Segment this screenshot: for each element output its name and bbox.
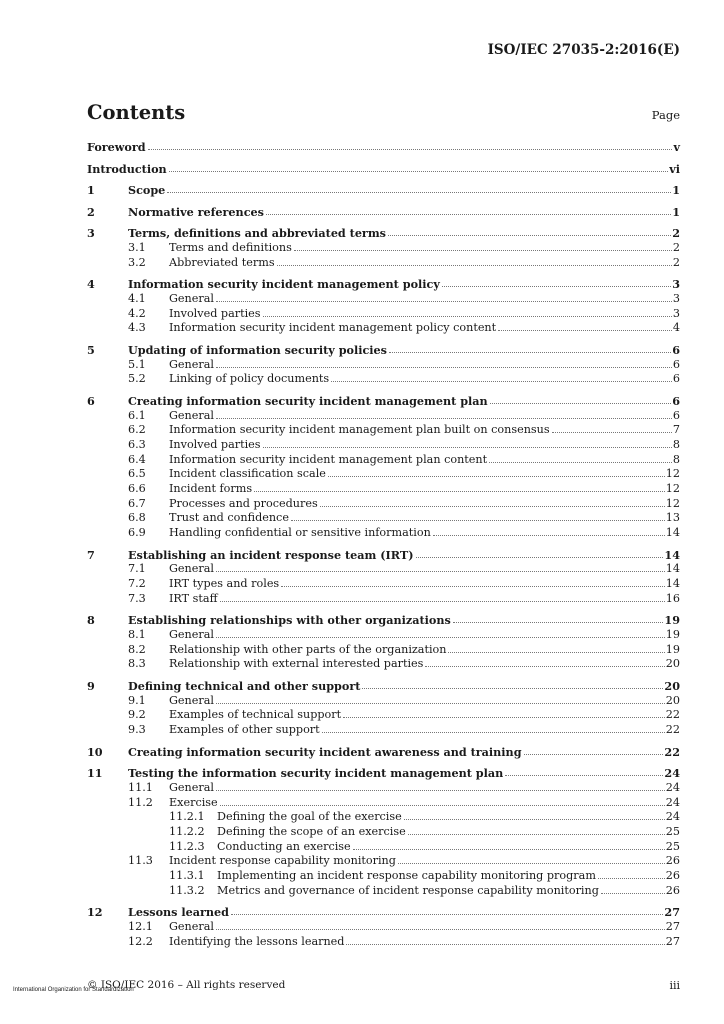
toc-entry-page: 8 [672,452,680,466]
toc-entry-number: 6.9 [128,526,146,540]
dot-leader [220,592,665,602]
toc-entry[interactable] [87,497,680,512]
dot-leader [216,562,665,572]
toc-entry[interactable] [87,657,680,672]
toc-entry[interactable] [87,825,680,840]
toc-entry-page: 24 [665,780,680,794]
toc-entry-title: Relationship with other parts of the organization [169,642,447,656]
dot-leader [489,453,672,463]
toc-entry-number: 11.3.2 [169,883,205,897]
toc-entry-page: 2 [672,226,680,241]
toc-entry-number: 12 [87,905,103,920]
toc-entry-number: 11.2 [128,795,153,809]
toc-entry-page: 25 [665,824,680,838]
toc-entry-title: Involved parties [169,306,261,320]
toc-entry[interactable] [87,694,680,709]
toc-entry-number: 6.1 [128,408,146,422]
toc-entry-page: 27 [665,934,680,948]
dot-leader [524,745,664,755]
toc-entry[interactable] [87,884,680,899]
toc-entry-page: 2 [672,255,680,269]
toc-entry[interactable] [87,226,680,241]
toc-entry-page: 6 [672,357,680,371]
dot-leader [216,920,665,930]
toc-entry-page: 24 [665,795,680,809]
toc-entry-page: 19 [665,627,680,641]
toc-entry-page: 26 [665,854,680,868]
toc-entry-page: 14 [664,547,680,562]
toc-entry-page: 16 [665,591,680,605]
dot-leader [408,825,665,835]
toc-entry[interactable] [87,321,680,336]
toc-entry-number: 6.4 [128,452,146,466]
dot-leader [216,628,665,638]
toc-entry-title: Creating information security incident awareness and training [128,744,522,759]
toc-entry-title: Terms and definitions [169,241,292,254]
toc-entry-page: 24 [664,766,680,781]
toc-entry-number: 1 [87,183,95,198]
dot-leader [598,869,665,879]
dot-leader [322,723,665,733]
dot-leader [433,526,665,536]
dot-leader [601,884,665,894]
dot-leader [346,935,664,945]
dot-leader [263,307,672,317]
toc-entry[interactable] [87,628,680,643]
dot-leader [404,810,665,820]
toc-entry-number: 12.1 [128,919,153,933]
toc-entry-number: 4.1 [128,291,146,305]
dot-leader [328,467,665,477]
toc-entry[interactable] [87,766,680,781]
toc-entry-page: vi [669,161,680,176]
dot-leader [353,840,665,850]
dot-leader [442,277,671,287]
dot-leader [448,643,664,653]
toc-entry[interactable] [87,869,680,884]
dot-leader [425,657,664,667]
toc-entry[interactable] [87,548,680,563]
toc-entry-number: 4 [87,277,95,292]
toc-entry-title: Information security incident management policy [128,277,440,292]
toc-entry-page: 20 [665,693,680,707]
dot-leader [388,226,671,236]
toc-entry-title: Processes and procedures [169,496,318,510]
toc-entry-number: 6.7 [128,496,146,510]
dot-leader [389,343,671,353]
toc-entry-title: Updating of information security policies [128,342,387,357]
dot-leader [277,256,672,266]
toc-entry[interactable] [87,358,680,373]
toc-entry-title: General [169,357,214,371]
toc-entry-number: 3.1 [128,241,146,254]
toc-entry-page: 4 [672,321,680,335]
toc-entry-title: Relationship with external interested parties [169,657,424,671]
toc-entry[interactable] [87,905,680,920]
toc-entry-page: v [673,140,680,154]
toc-entry-page: 14 [665,562,680,576]
toc-entry[interactable] [87,810,680,825]
toc-entry-page: 20 [665,657,680,671]
toc-entry[interactable] [87,482,680,497]
toc-entry-title: Handling confidential or sensitive information [169,526,431,540]
toc-entry-title: Introduction [87,161,167,176]
toc-entry-title: Incident forms [169,481,253,495]
toc-entry[interactable] [87,140,680,155]
dot-leader [416,548,664,558]
toc-entry[interactable] [87,307,680,322]
toc-entry-page: 1 [672,183,680,198]
dot-leader [216,358,672,368]
toc-entry-title: Information security incident management plan content [169,452,488,466]
toc-entry-title: General [169,780,214,794]
toc-entry-page: 24 [665,810,680,824]
toc-entry[interactable] [87,423,680,438]
toc-entry-title: Establishing an incident response team (IRT) [128,547,414,562]
toc-entry-number: 11.3.1 [169,868,205,882]
toc-entry-page: 26 [665,868,680,882]
toc-entry-title: Defining the scope of an exercise [217,824,406,838]
toc-entry-number: 6.3 [128,437,146,451]
toc-entry-number: 11.2.3 [169,839,205,853]
page-column-label: Page [651,108,680,122]
toc-entry[interactable] [87,277,680,292]
toc-entry-title: Testing the information security incident management plan [128,766,504,781]
toc-entry[interactable] [87,723,680,738]
toc-entry-title: Involved parties [169,437,261,451]
toc-entry-page: 19 [665,642,680,656]
toc-entry-number: 5 [87,342,95,357]
dot-leader [343,708,665,718]
toc-entry-title: Foreword [87,140,146,154]
toc-entry[interactable] [87,256,680,271]
dot-leader [216,409,672,419]
toc-entry-number: 11.2.1 [169,810,205,824]
toc-entry[interactable] [87,511,680,526]
dot-leader [320,497,665,507]
toc-entry-page: 6 [672,408,680,422]
dot-leader [254,482,665,492]
toc-entry-number: 11.1 [128,780,153,794]
toc-entry-title: Examples of other support [169,722,320,736]
dot-leader [498,321,672,331]
toc-entry[interactable] [87,796,680,811]
toc-entry-title: IRT types and roles [169,577,280,590]
toc-entry[interactable] [87,162,680,177]
toc-entry-title: Scope [128,183,166,198]
toc-entry-title: Creating information security incident management plan [128,393,488,408]
toc-entry[interactable] [87,183,680,198]
toc-entry-number: 7.1 [128,562,146,576]
toc-entry[interactable] [87,592,680,607]
page-title: Contents [87,101,186,124]
toc-entry-title: Linking of policy documents [169,372,330,386]
toc-entry-title: Trust and confidence [169,511,289,525]
toc-entry[interactable] [87,438,680,453]
toc-entry-number: 7.2 [128,577,146,590]
toc-entry-number: 5.1 [128,357,146,371]
toc-entry-title: General [169,562,214,576]
toc-entry-page: 27 [665,919,680,933]
dot-leader [362,679,663,689]
toc-entry-title: Lessons learned [128,905,229,920]
toc-entry-page: 25 [665,839,680,853]
toc-entry[interactable] [87,708,680,723]
toc-entry-title: Defining technical and other support [128,678,361,693]
toc-entry-number: 6.6 [128,481,146,495]
toc-entry[interactable] [87,241,680,256]
dot-leader [216,781,665,791]
dot-leader [281,577,665,587]
toc-entry[interactable] [87,781,680,796]
toc-entry-page: 8 [672,437,680,451]
toc-entry-number: 3 [87,226,95,241]
dot-leader [169,162,669,172]
organization-stamp: International Organization for Standardization [13,987,134,993]
toc-entry-page: 12 [665,496,680,510]
toc-entry-page: 2 [672,241,680,254]
dot-leader [231,905,663,915]
toc-entry-number: 8 [87,613,95,628]
toc-entry-title: General [169,919,214,933]
toc-entry-page: 7 [672,423,680,437]
dot-leader [331,372,672,382]
toc-entry-number: 2 [87,204,95,219]
document-id: ISO/IEC 27035-2:2016(E) [487,42,680,58]
toc-entry-page: 12 [665,467,680,481]
dot-leader [505,766,663,776]
toc-entry-page: 19 [664,613,680,628]
toc-entry-page: 3 [672,291,680,305]
toc-entry-title: Information security incident management plan built on consensus [169,423,550,437]
copyright-notice: © ISO/IEC 2016 – All rights reserved [87,979,286,991]
toc-entry[interactable] [87,840,680,855]
toc-entry-number: 6.5 [128,467,146,481]
toc-entry-page: 22 [665,708,680,722]
toc-entry-number: 9.2 [128,708,146,722]
toc-entry-title: General [169,627,214,641]
toc-entry[interactable] [87,394,680,409]
toc-entry-page: 1 [672,204,680,219]
toc-entry-number: 4.2 [128,306,146,320]
toc-entry-title: Implementing an incident response capability monitoring program [217,868,596,882]
toc-entry-title: General [169,693,214,707]
table-of-contents [87,140,680,949]
toc-entry-page: 22 [665,722,680,736]
dot-leader [216,292,672,302]
toc-entry[interactable] [87,745,680,760]
toc-entry[interactable] [87,343,680,358]
toc-entry[interactable] [87,409,680,424]
toc-entry-number: 11.2.2 [169,824,205,838]
toc-entry-number: 6 [87,393,95,408]
dot-leader [216,694,665,704]
toc-entry-title: Establishing relationships with other organizations [128,613,451,628]
dot-leader [291,511,665,521]
toc-entry-title: Identifying the lessons learned [169,934,345,948]
toc-entry-title: Metrics and governance of incident response capability monitoring [217,883,599,897]
toc-entry-title: Conducting an exercise [217,839,351,853]
dot-leader [490,394,672,404]
dot-leader [167,183,671,193]
toc-entry-number: 9.3 [128,722,146,736]
dot-leader [266,205,671,215]
toc-entry[interactable] [87,467,680,482]
dot-leader [220,796,665,806]
toc-entry[interactable] [87,679,680,694]
toc-entry-number: 7 [87,547,95,562]
toc-entry-title: Normative references [128,204,264,219]
dot-leader [294,241,672,251]
toc-entry[interactable] [87,205,680,220]
dot-leader [552,423,672,433]
toc-entry-page: 14 [665,577,680,590]
toc-entry-page: 3 [672,306,680,320]
toc-entry-number: 8.3 [128,657,146,671]
toc-entry[interactable] [87,372,680,387]
toc-entry-number: 10 [87,744,103,759]
toc-entry-title: Incident classification scale [169,467,326,481]
toc-entry-page: 6 [672,393,680,408]
toc-entry-number: 6.8 [128,511,146,525]
toc-entry-page: 3 [672,277,680,292]
toc-entry-number: 9 [87,678,95,693]
toc-entry-page: 12 [665,481,680,495]
toc-entry-number: 5.2 [128,372,146,386]
toc-entry[interactable] [87,613,680,628]
page-number: iii [669,979,680,992]
toc-entry-page: 6 [672,342,680,357]
toc-entry-number: 7.3 [128,591,146,605]
toc-entry[interactable] [87,643,680,658]
toc-entry-number: 6.2 [128,423,146,437]
toc-entry-title: General [169,291,214,305]
toc-entry-page: 14 [665,526,680,540]
toc-entry-page: 26 [665,883,680,897]
toc-entry[interactable] [87,292,680,307]
toc-entry-title: Information security incident management policy content [169,321,497,335]
toc-entry-page: 22 [664,744,680,759]
toc-entry-title: Terms, definitions and abbreviated terms [128,226,386,241]
dot-leader [148,140,673,150]
toc-entry[interactable] [87,562,680,577]
dot-leader [263,438,672,448]
toc-entry-title: IRT staff [169,591,218,605]
toc-entry-number: 4.3 [128,321,146,335]
toc-entry-number: 11 [87,766,103,781]
toc-entry-page: 13 [665,511,680,525]
toc-entry-title: General [169,408,214,422]
toc-entry-number: 11.3 [128,854,153,868]
dot-leader [398,854,665,864]
toc-entry-title: Abbreviated terms [169,255,275,269]
toc-entry[interactable] [87,453,680,468]
toc-entry[interactable] [87,526,680,541]
toc-entry-page: 27 [664,905,680,920]
toc-entry[interactable] [87,935,680,950]
toc-entry-title: Incident response capability monitoring [169,854,396,868]
toc-entry[interactable] [87,577,680,592]
toc-entry[interactable] [87,854,680,869]
toc-entry-number: 9.1 [128,693,146,707]
toc-entry[interactable] [87,920,680,935]
toc-entry-title: Defining the goal of the exercise [217,810,402,824]
toc-entry-title: Exercise [169,795,218,809]
toc-entry-number: 12.2 [128,934,153,948]
toc-entry-number: 3.2 [128,255,146,269]
toc-entry-page: 20 [664,678,680,693]
toc-entry-title: Examples of technical support [169,708,342,722]
dot-leader [453,613,664,623]
toc-entry-number: 8.2 [128,642,146,656]
toc-entry-number: 8.1 [128,627,146,641]
toc-entry-page: 6 [672,372,680,386]
